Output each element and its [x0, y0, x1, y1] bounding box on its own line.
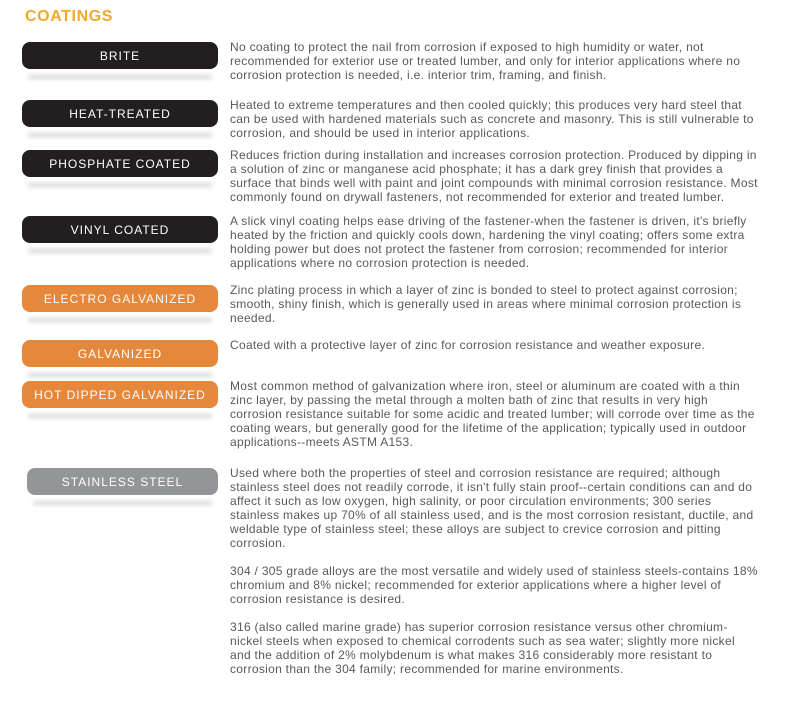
- coating-row: [22, 98, 767, 140]
- coating-badge-column: [22, 466, 218, 495]
- coating-description-paragraph: No coating to protect the nail from corrosion if exposed to high humidity or water, not recommended for exterior use or treated lumber, and only for interior applications where no corrosion protection is needed, i.e. interior trim, framing, and finish.: [230, 40, 741, 82]
- coating-badge-label: PHOSPHATE COATED: [49, 156, 191, 171]
- coating-row: [22, 379, 767, 449]
- coating-row: [22, 214, 767, 270]
- coating-description-paragraph: 316 (also called marine grade) has superior corrosion resistance versus other chromium-nickel steels when exposed to chemical corrodents such as sea water; slightly more nickel and the addition of 2% molybdenum is what makes 316 considerably more resistant to corrosion than the 304 family; recommended for marine environments.: [230, 620, 735, 676]
- coating-badge-column: [22, 148, 218, 177]
- coating-badge-label: GALVANIZED: [77, 346, 163, 361]
- coatings-list: [22, 40, 767, 676]
- coating-badge-column: [22, 40, 218, 69]
- coating-description-paragraph: Used where both the properties of steel and corrosion resistance are required; although stainless steel does not readily corrode, it isn't fully stain proof--certain conditions can and do affect it such as low oxygen, high salinity, or poor circulation environments; 300 series stainless makes up 70% of all stainless used, and is the most corrosion resistant, ductile, and weldable type of stainless steel; these alloys are subject to crevice corrosion and pitting corrosion.: [230, 466, 754, 550]
- coating-badge-label: HOT DIPPED GALVANIZED: [34, 387, 206, 402]
- coating-description-paragraph: Coated with a protective layer of zinc for corrosion resistance and weather exposure.: [230, 338, 706, 352]
- coating-row: [22, 148, 767, 204]
- coating-description: [230, 338, 758, 352]
- coating-badge: [22, 100, 218, 127]
- coating-description-paragraph: 304 / 305 grade alloys are the most versatile and widely used of stainless steels-contains 18% chromium and 8% nickel; recommended for exterior applications where a higher level of corrosion resistance is desired.: [230, 564, 758, 606]
- coating-badge-label: HEAT-TREATED: [69, 106, 171, 121]
- coating-row: [22, 40, 767, 82]
- coating-description: [230, 466, 758, 676]
- coating-row: [22, 338, 767, 367]
- coating-badge-label: BRITE: [99, 48, 141, 63]
- coating-badge: [22, 340, 218, 367]
- coating-badge-label: STAINLESS STEEL: [61, 474, 184, 489]
- coating-row: [22, 283, 767, 325]
- coating-badge: [22, 216, 218, 243]
- coating-description-paragraph: Zinc plating process in which a layer of zinc is bonded to steel to protect against corrosion; smooth, shiny finish, which is generally used in areas where minimal corrosion protection is needed.: [230, 283, 742, 325]
- coating-badge: [22, 42, 218, 69]
- coating-badge-column: [22, 338, 218, 367]
- coating-badge: [27, 468, 218, 495]
- coating-description-paragraph: Most common method of galvanization where iron, steel or aluminum are coated with a thin zinc layer, by passing the metal through a molten bath of zinc that results in very high corrosion resistance suitable for some acidic and treated lumber; will corrode over time as the coating wears, but generally good for the lifetime of the application; typically used in outdoor applications--meets ASTM A153.: [230, 379, 755, 449]
- page-title: COATINGS: [25, 8, 114, 25]
- coating-badge-label: VINYL COATED: [70, 222, 170, 237]
- coating-badge-column: [22, 214, 218, 243]
- coating-row: [22, 466, 767, 676]
- coating-description: [230, 40, 758, 82]
- coating-description-paragraph: A slick vinyl coating helps ease driving of the fastener-when the fastener is driven, it's briefly heated by the friction and quickly cools down, hardening the vinyl coating; offers some extra holding power but does not protect the fastener from corrosion; recommended for interior applications where no corrosion protection is needed.: [230, 214, 747, 270]
- coating-description: [230, 148, 758, 204]
- coating-badge-column: [22, 98, 218, 127]
- coating-badge-column: [22, 379, 218, 408]
- coating-description: [230, 214, 758, 270]
- coating-description: [230, 98, 758, 140]
- coating-description: [230, 379, 758, 449]
- coating-badge: [22, 381, 218, 408]
- coating-description-paragraph: Reduces friction during installation and increases corrosion protection. Produced by dipping in a solution of zinc or manganese acid phosphate; it has a dark grey finish that provides a surface that binds well with paint and joint compounds with minimal corrosion resistance. Most commonly found on drywall fasteners, not recommended for exterior and treated lumber.: [230, 148, 758, 204]
- coating-description: [230, 283, 758, 325]
- coating-badge: [22, 285, 218, 312]
- coating-description-paragraph: Heated to extreme temperatures and then cooled quickly; this produces very hard steel that can be used with hardened materials such as concrete and masonry. This is still vulnerable to corrosion, and should be used in interior applications.: [230, 98, 754, 140]
- coating-badge-label: ELECTRO GALVANIZED: [43, 291, 197, 306]
- coating-badge-column: [22, 283, 218, 312]
- coating-badge: [22, 150, 218, 177]
